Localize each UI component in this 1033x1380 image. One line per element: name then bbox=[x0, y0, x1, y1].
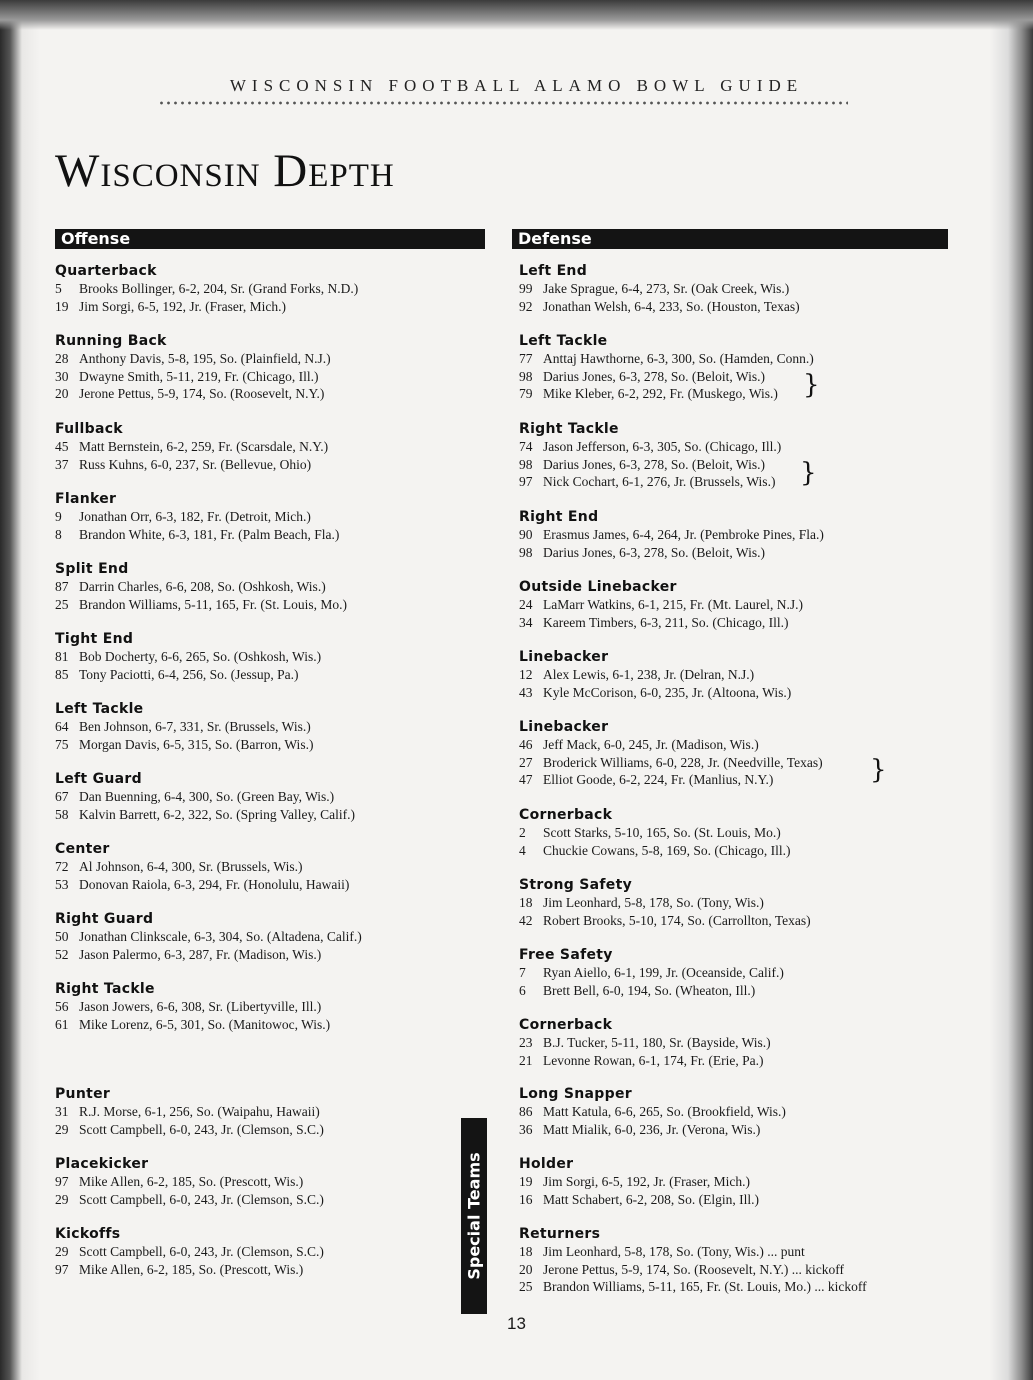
player-info: Scott Campbell, 6-0, 243, Jr. (Clemson, S.C.) bbox=[79, 1191, 324, 1207]
player-info: Dan Buenning, 6-4, 300, So. (Green Bay, Wis.) bbox=[79, 789, 335, 804]
position-title: Holder bbox=[519, 1156, 574, 1172]
player-row bbox=[55, 368, 495, 386]
player-info: Scott Campbell, 6-0, 243, Jr. (Clemson, S.C.) bbox=[79, 1121, 324, 1137]
jersey-number: 47 bbox=[519, 772, 533, 788]
jersey-number: 99 bbox=[519, 281, 533, 296]
jersey-number: 12 bbox=[519, 667, 533, 682]
player-row bbox=[55, 1243, 495, 1261]
player-row bbox=[519, 385, 959, 403]
player-row bbox=[55, 876, 495, 894]
player-row bbox=[519, 614, 959, 632]
position-group-cornerback bbox=[519, 1016, 959, 1069]
page-title: Wisconsin Depth bbox=[55, 145, 395, 197]
player-row bbox=[519, 964, 959, 982]
player-info: Russ Kuhns, 6-0, 237, Sr. (Bellevue, Ohio) bbox=[79, 456, 312, 472]
player-info: Alex Lewis, 6-1, 238, Jr. (Delran, N.J.) bbox=[543, 667, 755, 682]
position-group-left-tackle bbox=[55, 700, 495, 753]
jersey-number: 25 bbox=[55, 596, 69, 612]
player-row bbox=[519, 1243, 959, 1261]
position-title: Outside Linebacker bbox=[519, 579, 677, 595]
position-group-outside-linebacker bbox=[519, 578, 959, 631]
jersey-number: 18 bbox=[519, 895, 533, 910]
player-row bbox=[55, 806, 495, 824]
position-group-left-tackle bbox=[519, 332, 959, 403]
player-row bbox=[519, 1278, 959, 1296]
player-info: Darrin Charles, 6-6, 208, So. (Oshkosh, Wis.) bbox=[79, 579, 326, 594]
jersey-number: 20 bbox=[55, 386, 69, 402]
player-info: Kalvin Barrett, 6-2, 322, So. (Spring Valley, Calif.) bbox=[79, 806, 355, 822]
player-row bbox=[55, 1103, 495, 1121]
position-title: Flanker bbox=[55, 491, 117, 507]
player-info: Scott Starks, 5-10, 165, So. (St. Louis, Mo.) bbox=[543, 825, 781, 840]
position-title: Left Tackle bbox=[55, 701, 144, 717]
player-info: Mike Allen, 6-2, 185, So. (Prescott, Wis.) bbox=[79, 1261, 304, 1277]
jersey-number: 36 bbox=[519, 1121, 533, 1137]
jersey-number: 85 bbox=[55, 666, 69, 682]
player-row bbox=[519, 1052, 959, 1070]
jersey-number: 25 bbox=[519, 1279, 533, 1295]
player-row bbox=[55, 508, 495, 526]
player-row bbox=[519, 982, 959, 1000]
player-row bbox=[519, 280, 959, 298]
jersey-number: 9 bbox=[55, 509, 62, 524]
player-row bbox=[519, 526, 959, 544]
player-info: LaMarr Watkins, 6-1, 215, Fr. (Mt. Laurel, N.J.) bbox=[543, 597, 803, 612]
player-row bbox=[519, 368, 959, 386]
jersey-number: 98 bbox=[519, 456, 533, 472]
jersey-number: 19 bbox=[519, 1174, 533, 1189]
player-row bbox=[55, 946, 495, 964]
jersey-number: 19 bbox=[55, 298, 69, 314]
position-title: Cornerback bbox=[519, 807, 613, 823]
player-info: Brandon Williams, 5-11, 165, Fr. (St. Louis, Mo.) bbox=[79, 596, 347, 612]
player-row bbox=[519, 1103, 959, 1121]
offense-header-bar: Offense bbox=[55, 229, 485, 249]
player-row bbox=[519, 771, 959, 789]
jersey-number: 92 bbox=[519, 298, 533, 314]
position-group-split-end bbox=[55, 560, 495, 613]
position-title: Right Tackle bbox=[55, 981, 155, 997]
player-row bbox=[55, 578, 495, 596]
jersey-number: 67 bbox=[55, 789, 69, 804]
player-row bbox=[55, 438, 495, 456]
position-group-fullback bbox=[55, 420, 495, 473]
position-title: Returners bbox=[519, 1226, 601, 1242]
player-row bbox=[519, 1191, 959, 1209]
player-info: Mike Lorenz, 6-5, 301, So. (Manitowoc, Wis.) bbox=[79, 1016, 331, 1032]
jersey-number: 24 bbox=[519, 597, 533, 612]
dotted-rule bbox=[158, 100, 848, 106]
jersey-number: 2 bbox=[519, 825, 526, 840]
jersey-number: 53 bbox=[55, 876, 69, 892]
player-row bbox=[519, 350, 959, 368]
jersey-number: 29 bbox=[55, 1244, 69, 1259]
position-title: Tight End bbox=[55, 631, 134, 647]
player-info: Jim Sorgi, 6-5, 192, Jr. (Fraser, Mich.) bbox=[79, 298, 286, 314]
player-info: Darius Jones, 6-3, 278, So. (Beloit, Wis.) bbox=[543, 368, 765, 384]
position-group-holder bbox=[519, 1155, 959, 1208]
player-info: Brandon Williams, 5-11, 165, Fr. (St. Louis, Mo.) ... kickoff bbox=[543, 1279, 867, 1295]
position-group-running-back bbox=[55, 332, 495, 403]
player-info: Bob Docherty, 6-6, 265, So. (Oshkosh, Wis.) bbox=[79, 649, 322, 664]
player-row bbox=[519, 456, 959, 474]
position-title: Left End bbox=[519, 263, 588, 279]
player-info: Robert Brooks, 5-10, 174, So. (Carrollton, Texas) bbox=[543, 912, 811, 928]
player-info: Morgan Davis, 6-5, 315, So. (Barron, Wis.) bbox=[79, 736, 314, 752]
player-info: Kyle McCorison, 6-0, 235, Jr. (Altoona, Wis.) bbox=[543, 684, 792, 700]
special-teams-label: Special Teams bbox=[464, 1152, 484, 1280]
player-row bbox=[519, 1034, 959, 1052]
page-number: 13 bbox=[507, 1314, 526, 1333]
position-title: Free Safety bbox=[519, 947, 613, 963]
position-group-tight-end bbox=[55, 630, 495, 683]
player-info: Donovan Raiola, 6-3, 294, Fr. (Honolulu, Hawaii) bbox=[79, 876, 350, 892]
jersey-number: 29 bbox=[55, 1191, 69, 1207]
player-info: Matt Schabert, 6-2, 208, So. (Elgin, Ill.) bbox=[543, 1191, 759, 1207]
jersey-number: 31 bbox=[55, 1104, 69, 1119]
player-info: Darius Jones, 6-3, 278, So. (Beloit, Wis.) bbox=[543, 456, 765, 472]
position-title: Kickoffs bbox=[55, 1226, 121, 1242]
player-row bbox=[55, 1191, 495, 1209]
player-info: Matt Mialik, 6-0, 236, Jr. (Verona, Wis.) bbox=[543, 1121, 761, 1137]
position-title: Placekicker bbox=[55, 1156, 149, 1172]
player-info: Jim Leonhard, 5-8, 178, So. (Tony, Wis.) ... punt bbox=[543, 1244, 805, 1259]
player-info: Brooks Bollinger, 6-2, 204, Sr. (Grand Forks, N.D.) bbox=[79, 281, 359, 296]
position-group-cornerback bbox=[519, 806, 959, 859]
player-info: Chuckie Cowans, 5-8, 169, So. (Chicago, Ill.) bbox=[543, 842, 791, 858]
player-row bbox=[519, 1173, 959, 1191]
player-row bbox=[55, 280, 495, 298]
player-info: Mike Allen, 6-2, 185, So. (Prescott, Wis.) bbox=[79, 1174, 304, 1189]
player-row bbox=[519, 596, 959, 614]
player-info: Darius Jones, 6-3, 278, So. (Beloit, Wis.) bbox=[543, 544, 765, 560]
jersey-number: 23 bbox=[519, 1035, 533, 1050]
player-row bbox=[519, 824, 959, 842]
position-title: Right End bbox=[519, 509, 599, 525]
player-row bbox=[519, 544, 959, 562]
brace-right-tackle: } bbox=[800, 458, 817, 488]
player-info: Jonathan Clinkscale, 6-3, 304, So. (Altadena, Calif.) bbox=[79, 929, 362, 944]
player-row bbox=[55, 298, 495, 316]
jersey-number: 7 bbox=[519, 965, 526, 980]
jersey-number: 97 bbox=[519, 474, 533, 490]
player-info: Elliot Goode, 6-2, 224, Fr. (Manlius, N.Y.) bbox=[543, 772, 774, 788]
player-info: Anttaj Hawthorne, 6-3, 300, So. (Hamden, Conn.) bbox=[543, 351, 814, 366]
special-teams-left-column bbox=[55, 1085, 495, 1285]
position-group-strong-safety bbox=[519, 876, 959, 929]
jersey-number: 29 bbox=[55, 1121, 69, 1137]
player-row bbox=[519, 1261, 959, 1279]
player-row bbox=[55, 385, 495, 403]
player-row bbox=[55, 928, 495, 946]
player-info: Jonathan Orr, 6-3, 182, Fr. (Detroit, Mich.) bbox=[79, 509, 311, 524]
player-info: Erasmus James, 6-4, 264, Jr. (Pembroke Pines, Fla.) bbox=[543, 527, 824, 542]
position-group-linebacker bbox=[519, 648, 959, 701]
player-info: Ben Johnson, 6-7, 331, Sr. (Brussels, Wis.) bbox=[79, 719, 311, 734]
position-group-center bbox=[55, 840, 495, 893]
player-row bbox=[55, 718, 495, 736]
jersey-number: 34 bbox=[519, 614, 533, 630]
jersey-number: 87 bbox=[55, 579, 69, 594]
player-info: Ryan Aiello, 6-1, 199, Jr. (Oceanside, Calif.) bbox=[543, 965, 784, 980]
jersey-number: 81 bbox=[55, 649, 69, 664]
player-row bbox=[55, 456, 495, 474]
player-row bbox=[55, 1016, 495, 1034]
jersey-number: 43 bbox=[519, 684, 533, 700]
position-group-left-end bbox=[519, 262, 959, 315]
player-info: B.J. Tucker, 5-11, 180, Sr. (Bayside, Wis.) bbox=[543, 1035, 771, 1050]
position-title: Punter bbox=[55, 1086, 111, 1102]
jersey-number: 50 bbox=[55, 929, 69, 944]
player-row bbox=[519, 736, 959, 754]
position-group-right-tackle bbox=[55, 980, 495, 1033]
player-row bbox=[55, 1261, 495, 1279]
player-row bbox=[519, 666, 959, 684]
jersey-number: 58 bbox=[55, 806, 69, 822]
position-title: Center bbox=[55, 841, 110, 857]
player-info: Jerone Pettus, 5-9, 174, So. (Roosevelt, N.Y.) ... kickoff bbox=[543, 1261, 844, 1277]
jersey-number: 27 bbox=[519, 754, 533, 770]
player-info: R.J. Morse, 6-1, 256, So. (Waipahu, Hawaii) bbox=[79, 1104, 320, 1119]
player-row bbox=[519, 684, 959, 702]
position-title: Left Tackle bbox=[519, 333, 608, 349]
position-group-placekicker bbox=[55, 1155, 495, 1208]
player-row bbox=[55, 596, 495, 614]
player-row bbox=[55, 998, 495, 1016]
jersey-number: 97 bbox=[55, 1174, 69, 1189]
defense-header-bar: Defense bbox=[512, 229, 948, 249]
jersey-number: 16 bbox=[519, 1191, 533, 1207]
player-row bbox=[55, 526, 495, 544]
position-title: Cornerback bbox=[519, 1017, 613, 1033]
jersey-number: 75 bbox=[55, 736, 69, 752]
player-info: Jason Palermo, 6-3, 287, Fr. (Madison, Wis.) bbox=[79, 946, 322, 962]
player-info: Nick Cochart, 6-1, 276, Jr. (Brussels, Wis.) bbox=[543, 474, 776, 490]
player-row bbox=[519, 754, 959, 772]
player-info: Mike Kleber, 6-2, 292, Fr. (Muskego, Wis.) bbox=[543, 386, 778, 402]
jersey-number: 42 bbox=[519, 912, 533, 928]
running-head: WISCONSIN FOOTBALL ALAMO BOWL GUIDE bbox=[229, 76, 804, 95]
jersey-number: 52 bbox=[55, 946, 69, 962]
player-info: Jason Jowers, 6-6, 308, Sr. (Libertyville, Ill.) bbox=[79, 999, 322, 1014]
position-group-right-tackle bbox=[519, 420, 959, 491]
special-teams-tab bbox=[461, 1118, 487, 1314]
position-group-quarterback bbox=[55, 262, 495, 315]
position-title: Right Guard bbox=[55, 911, 154, 927]
position-title: Running Back bbox=[55, 333, 167, 349]
position-title: Linebacker bbox=[519, 719, 609, 735]
position-title: Long Snapper bbox=[519, 1086, 632, 1102]
jersey-number: 97 bbox=[55, 1261, 69, 1277]
position-group-long-snapper bbox=[519, 1085, 959, 1138]
jersey-number: 77 bbox=[519, 351, 533, 366]
offense-column bbox=[55, 262, 495, 1062]
jersey-number: 37 bbox=[55, 456, 69, 472]
jersey-number: 72 bbox=[55, 859, 69, 874]
position-title: Quarterback bbox=[55, 263, 157, 279]
player-info: Scott Campbell, 6-0, 243, Jr. (Clemson, S.C.) bbox=[79, 1244, 324, 1259]
position-group-kickoffs bbox=[55, 1225, 495, 1278]
jersey-number: 74 bbox=[519, 439, 533, 454]
player-info: Brett Bell, 6-0, 194, So. (Wheaton, Ill.) bbox=[543, 982, 756, 998]
player-info: Levonne Rowan, 6-1, 174, Fr. (Erie, Pa.) bbox=[543, 1052, 764, 1068]
jersey-number: 64 bbox=[55, 719, 69, 734]
position-group-left-guard bbox=[55, 770, 495, 823]
special-teams-right-column bbox=[519, 1085, 959, 1295]
position-title: Linebacker bbox=[519, 649, 609, 665]
player-row bbox=[55, 858, 495, 876]
player-info: Matt Katula, 6-6, 265, So. (Brookfield, Wis.) bbox=[543, 1104, 786, 1119]
jersey-number: 45 bbox=[55, 439, 69, 454]
player-row bbox=[55, 788, 495, 806]
player-row bbox=[519, 1121, 959, 1139]
position-title: Left Guard bbox=[55, 771, 142, 787]
position-group-returners bbox=[519, 1225, 959, 1296]
jersey-number: 18 bbox=[519, 1244, 533, 1259]
jersey-number: 8 bbox=[55, 526, 62, 542]
brace-linebacker: } bbox=[870, 755, 887, 785]
player-info: Al Johnson, 6-4, 300, Sr. (Brussels, Wis.) bbox=[79, 859, 303, 874]
jersey-number: 21 bbox=[519, 1052, 533, 1068]
player-row bbox=[55, 648, 495, 666]
position-group-linebacker bbox=[519, 718, 959, 789]
brace-left-tackle: } bbox=[803, 370, 820, 400]
jersey-number: 6 bbox=[519, 982, 526, 998]
player-info: Jerone Pettus, 5-9, 174, So. (Roosevelt, N.Y.) bbox=[79, 386, 325, 402]
player-info: Matt Bernstein, 6-2, 259, Fr. (Scarsdale, N.Y.) bbox=[79, 439, 329, 454]
player-row bbox=[519, 842, 959, 860]
player-row bbox=[55, 736, 495, 754]
player-info: Jeff Mack, 6-0, 245, Jr. (Madison, Wis.) bbox=[543, 737, 759, 752]
player-row bbox=[519, 298, 959, 316]
player-info: Anthony Davis, 5-8, 195, So. (Plainfield, N.J.) bbox=[79, 351, 331, 366]
jersey-number: 4 bbox=[519, 842, 526, 858]
jersey-number: 20 bbox=[519, 1261, 533, 1277]
player-info: Tony Paciotti, 6-4, 256, So. (Jessup, Pa.) bbox=[79, 666, 299, 682]
player-row bbox=[55, 666, 495, 684]
position-group-flanker bbox=[55, 490, 495, 543]
player-info: Kareem Timbers, 6-3, 211, So. (Chicago, Ill.) bbox=[543, 614, 789, 630]
player-row bbox=[55, 1173, 495, 1191]
position-title: Strong Safety bbox=[519, 877, 632, 893]
player-info: Brandon White, 6-3, 181, Fr. (Palm Beach, Fla.) bbox=[79, 526, 340, 542]
player-info: Jason Jefferson, 6-3, 305, So. (Chicago, Ill.) bbox=[543, 439, 782, 454]
player-row bbox=[519, 473, 959, 491]
player-row bbox=[55, 350, 495, 368]
position-group-right-guard bbox=[55, 910, 495, 963]
position-group-punter bbox=[55, 1085, 495, 1138]
jersey-number: 46 bbox=[519, 737, 533, 752]
position-title: Split End bbox=[55, 561, 129, 577]
position-title: Fullback bbox=[55, 421, 123, 437]
jersey-number: 98 bbox=[519, 368, 533, 384]
player-row bbox=[519, 894, 959, 912]
jersey-number: 28 bbox=[55, 351, 69, 366]
player-info: Broderick Williams, 6-0, 228, Jr. (Needville, Texas) bbox=[543, 754, 823, 770]
jersey-number: 30 bbox=[55, 368, 69, 384]
jersey-number: 56 bbox=[55, 999, 69, 1014]
player-row bbox=[55, 1121, 495, 1139]
player-row bbox=[519, 438, 959, 456]
player-info: Jim Sorgi, 6-5, 192, Jr. (Fraser, Mich.) bbox=[543, 1174, 750, 1189]
position-title: Right Tackle bbox=[519, 421, 619, 437]
jersey-number: 79 bbox=[519, 386, 533, 402]
jersey-number: 5 bbox=[55, 281, 62, 296]
player-info: Jim Leonhard, 5-8, 178, So. (Tony, Wis.) bbox=[543, 895, 764, 910]
defense-column bbox=[519, 262, 959, 1068]
jersey-number: 86 bbox=[519, 1104, 533, 1119]
position-group-right-end bbox=[519, 508, 959, 561]
jersey-number: 61 bbox=[55, 1016, 69, 1032]
jersey-number: 98 bbox=[519, 544, 533, 560]
player-info: Jonathan Welsh, 6-4, 233, So. (Houston, Texas) bbox=[543, 298, 800, 314]
player-info: Dwayne Smith, 5-11, 219, Fr. (Chicago, Ill.) bbox=[79, 368, 319, 384]
position-group-free-safety bbox=[519, 946, 959, 999]
jersey-number: 90 bbox=[519, 527, 533, 542]
player-row bbox=[519, 912, 959, 930]
player-info: Jake Sprague, 6-4, 273, Sr. (Oak Creek, Wis.) bbox=[543, 281, 790, 296]
